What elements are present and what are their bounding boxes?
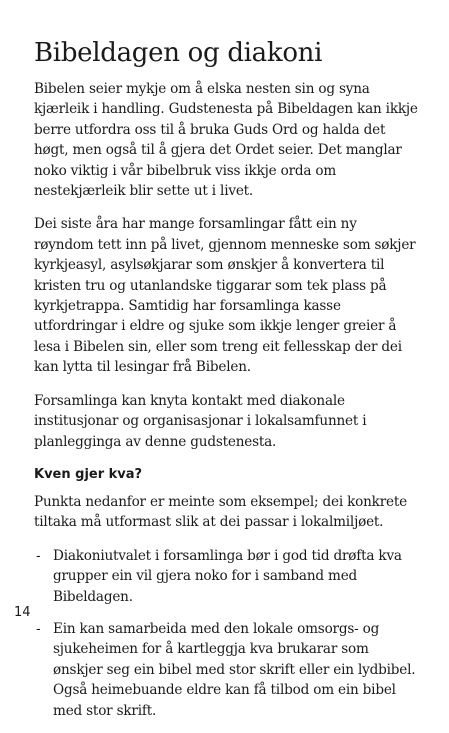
page-number: 14	[14, 605, 31, 620]
bullet-list	[34, 546, 420, 721]
list-marker: -	[36, 547, 41, 564]
page-content	[34, 36, 420, 733]
list-item-text: Ein kan samarbeida med den lokale omsorgs- og sjukeheimen for å kartleggja kva brukarar som ønskjer seg ein bibel med stor skrift eller ein lydbibel. Også heimebuande eldre kan få tilbod om ein bibel med stor skrift.	[53, 620, 416, 719]
paragraph-3: Forsamlinga kan knyta kontakt med diakonale institusjonar og organisasjonar i lokalsamfunnet i planlegginga av denne gudstenesta.	[34, 392, 367, 450]
paragraph-2: Dei siste åra har mange forsamlingar fått ein ny røyndom tett inn på livet, gjennom menneske som søkjer kyrkjeasyl, asylsøkjarar som ønskjer å konvertera til kristen tru og utanlandske tiggarar som tek plass på kyrkjetrappa. Samtidig har forsamlinga kasse utfordringar i eldre og sjuke som ikkje lenger greier å lesa i Bibelen sin, eller som treng eit fellesskap der dei kan lytta til lesingar frå Bibelen.	[34, 216, 416, 376]
list-item	[34, 619, 420, 721]
page-title: Bibeldagen og diakoni	[34, 38, 323, 68]
list-marker: -	[36, 620, 41, 637]
section-heading: Kven gjer kva?	[34, 466, 143, 482]
list-item-text: Diakoniutvalet i forsamlinga bør i god tid drøfta kva grupper ein vil gjera noko for i samband med Bibeldagen.	[53, 547, 402, 605]
section-intro: Punkta nedanfor er meinte som eksempel; dei konkrete tiltaka må utformast slik at dei passar i lokalmiljøet.	[34, 493, 407, 531]
list-item	[34, 546, 420, 607]
paragraph-1: Bibelen seier mykje om å elska nesten sin og syna kjærleik i handling. Gudstenesta på Bibeldagen kan ikkje berre utfordra oss til å bruka Guds Ord og halda det høgt, men også til å gjera det Ordet seier. Det manglar noko viktig i vår bibelbruk viss ikkje orda om nestekjærleik blir sette ut i livet.	[34, 81, 418, 200]
